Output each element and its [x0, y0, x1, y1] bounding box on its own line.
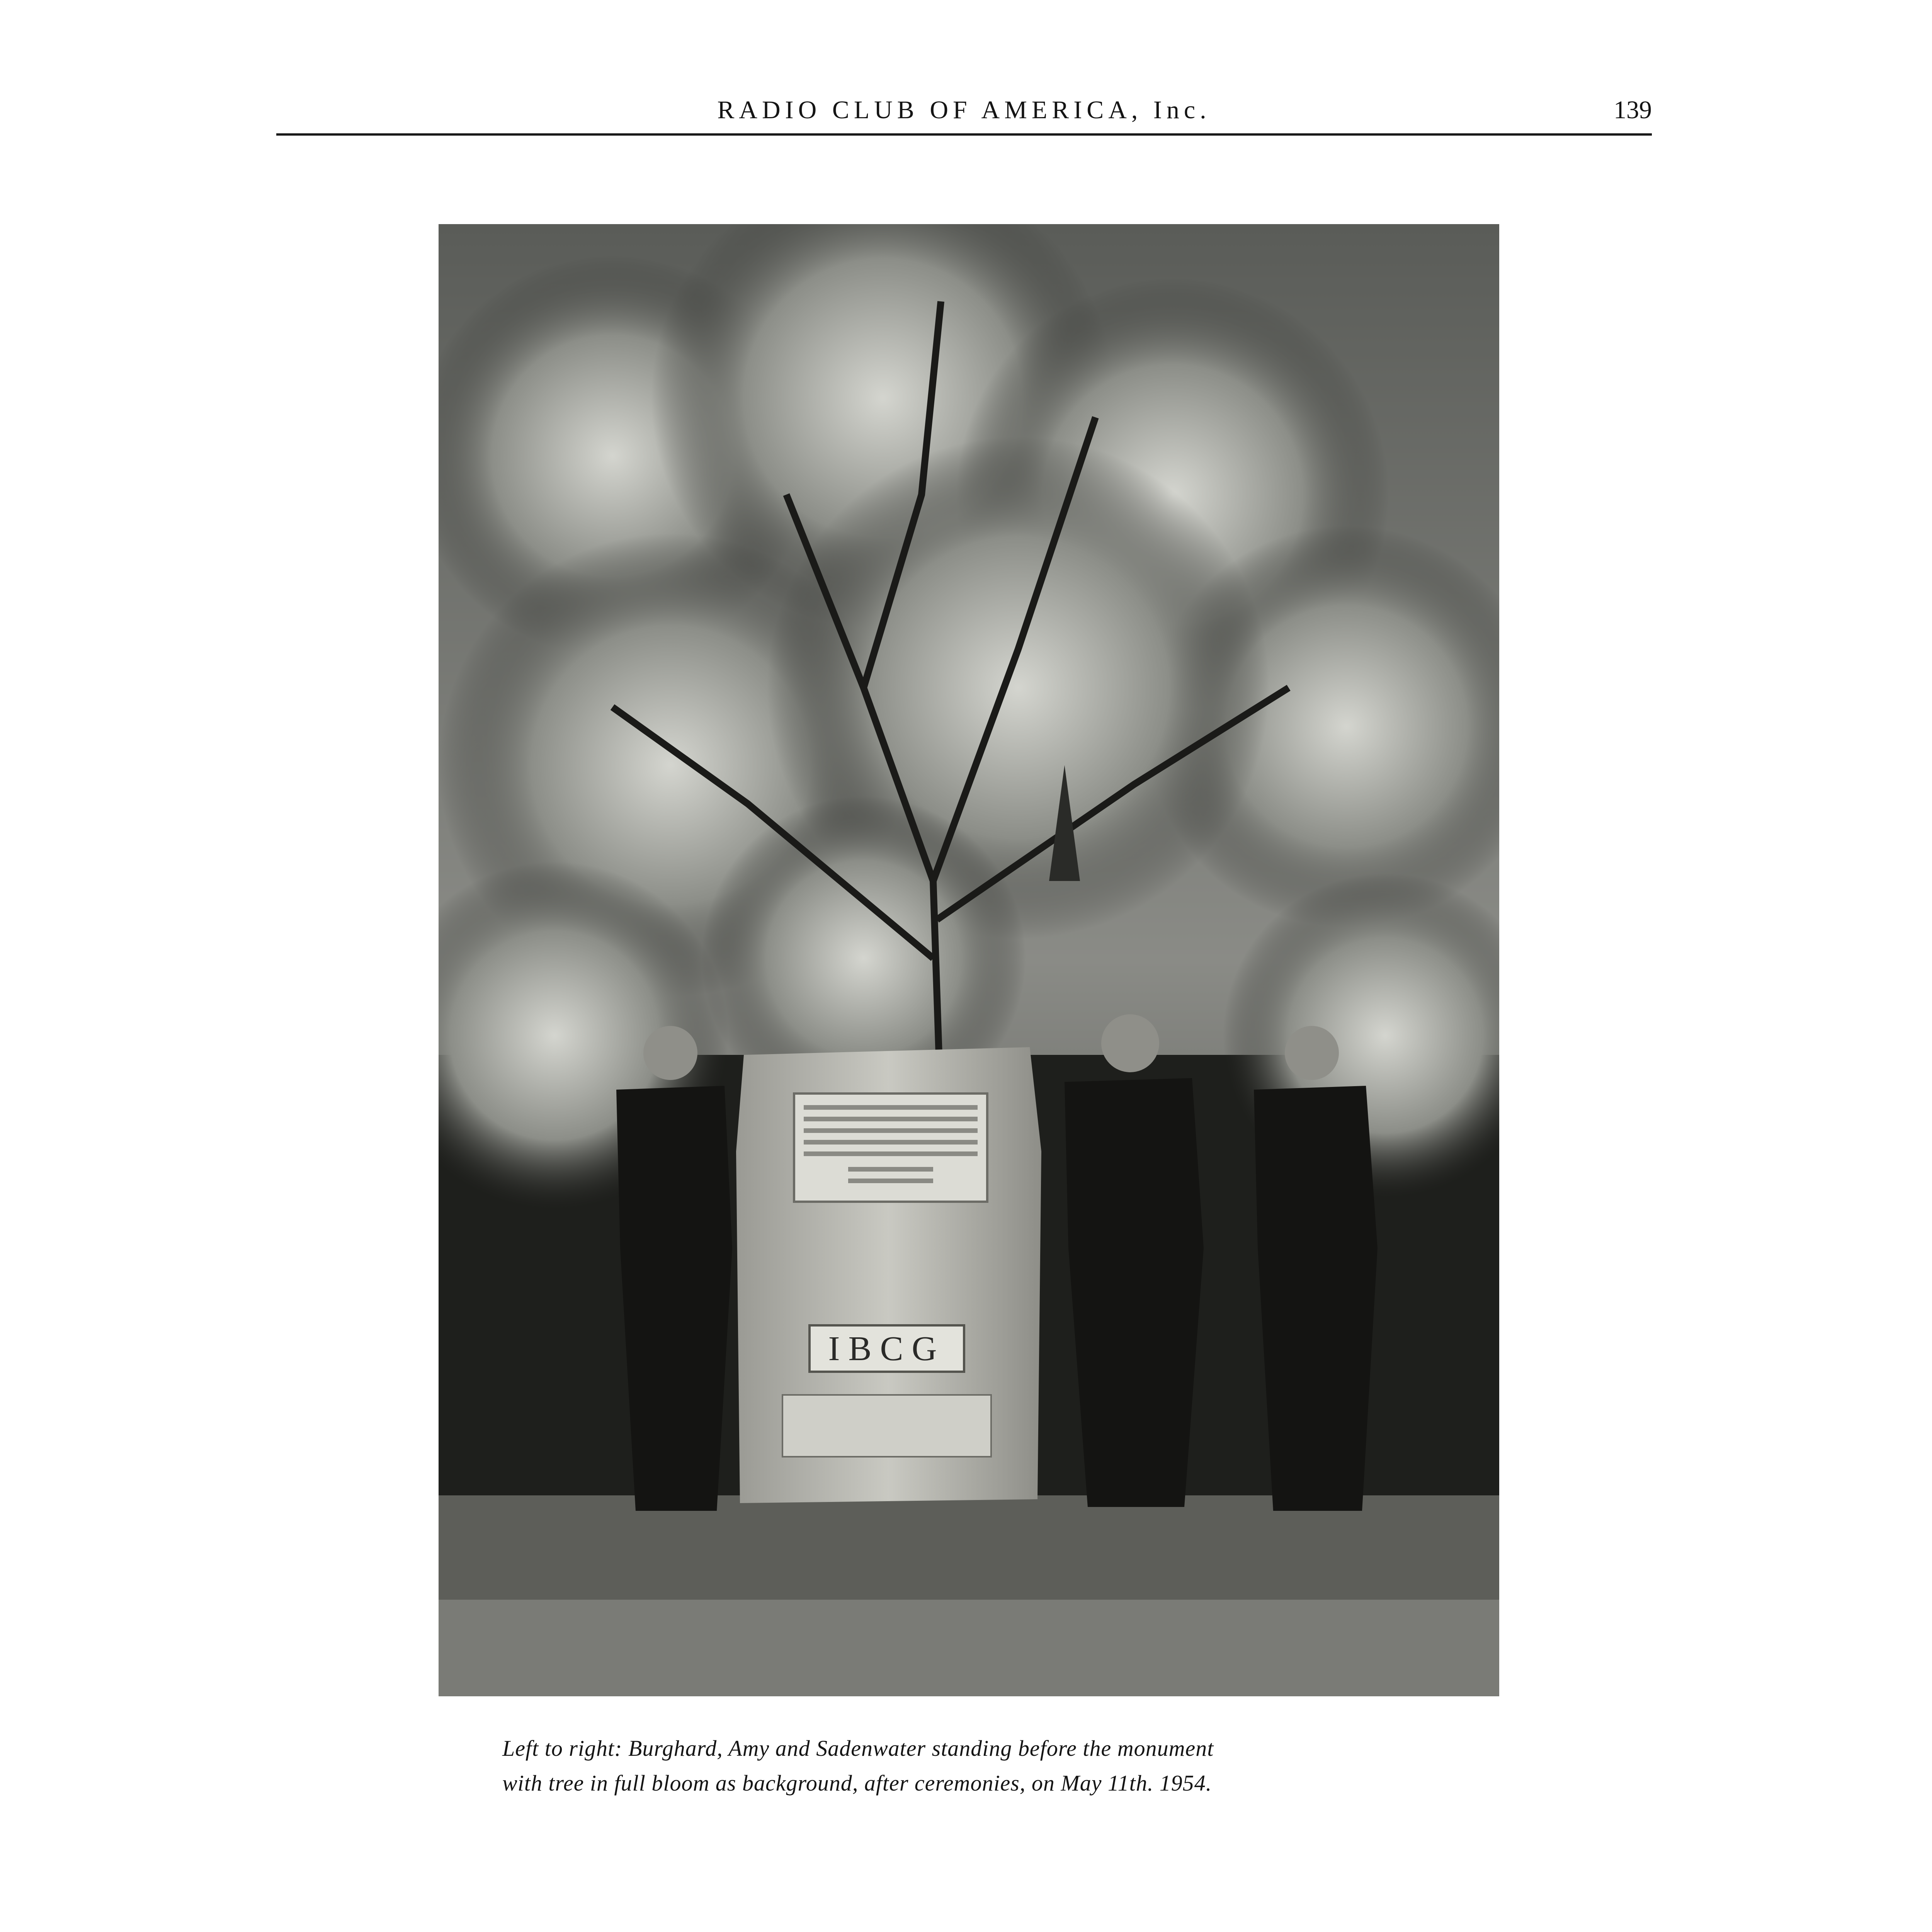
photo-caption [502, 1731, 1437, 1801]
caption-line: with tree in full bloom as background, after ceremonies, on May 11th. 1954. [502, 1770, 1212, 1796]
page-header [276, 95, 1652, 141]
header-rule [276, 133, 1652, 136]
caption-line: Left to right: Burghard, Amy and Sadenwater standing before the monument [502, 1736, 1214, 1761]
page-number: 139 [1614, 96, 1652, 124]
stone-path [439, 1495, 1499, 1600]
running-title: RADIO CLUB OF AMERICA, Inc. [717, 96, 1211, 124]
monument-photo [439, 224, 1499, 1696]
monument-photo-illustration [439, 224, 1499, 1696]
monument-inscription: IBCG [828, 1330, 946, 1368]
monument-stone [736, 1047, 1041, 1503]
